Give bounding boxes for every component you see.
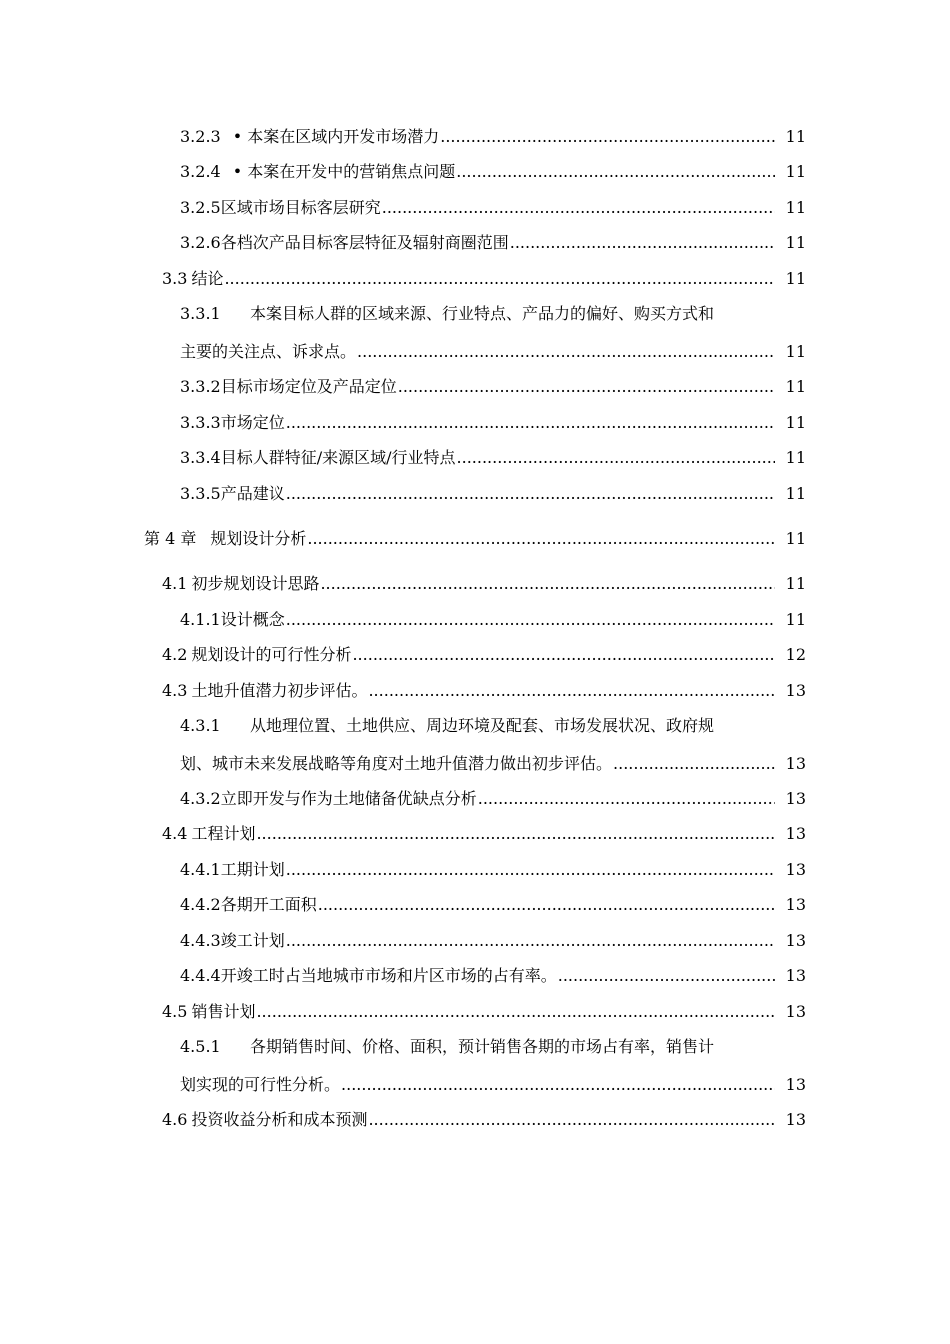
toc-title: 各期销售时间、价格、面积，预计销售各期的市场占有率，销售计 [250,1037,715,1056]
toc-number: 4.5.1 [180,1037,221,1056]
toc-title: 区域市场目标客层研究 [220,198,381,217]
toc-entry-4-3[interactable] [0,678,950,704]
toc-entry-3-2-3[interactable] [0,124,950,150]
toc-entry-3-2-6[interactable] [0,230,950,256]
toc-chapter-number: 第 4 章 [144,529,197,548]
toc-entry-4-1[interactable] [0,571,950,597]
toc-leader [224,266,775,292]
toc-leader [307,526,775,552]
toc-entry-3-3-1[interactable] [0,301,950,327]
toc-title: 目标市场定位及产品定位 [220,377,397,396]
toc-page-number: 11 [785,342,806,361]
toc-entry-4-4-3[interactable] [0,928,950,954]
toc-page-number: 11 [785,233,806,252]
toc-title: 工程计划 [191,824,256,843]
toc-number: 3.2.3 [180,127,221,146]
toc-page-number: 11 [785,377,806,396]
toc-number: 4.2 [162,645,188,664]
toc-entry-4-4-4[interactable] [0,963,950,989]
toc-leader [613,751,775,777]
toc-number: 3.3 [162,269,188,288]
toc-leader [457,445,775,471]
toc-title: • 本案在区域内开发市场潜力 [232,127,440,146]
toc-entry-3-3-1-cont[interactable] [0,339,950,365]
toc-title: 工期计划 [220,860,285,879]
toc-leader [318,892,775,918]
toc-number: 4.4.3 [180,931,221,950]
toc-title: 竣工计划 [220,931,285,950]
toc-title: 初步规划设计思路 [191,574,320,593]
toc-entry-4-1-1[interactable] [0,607,950,633]
toc-page-number: 13 [785,895,806,914]
toc-entry-4-3-1-cont[interactable] [0,751,950,777]
toc-number: 3.2.4 [180,162,221,181]
toc-leader [352,642,775,668]
toc-number: 4.4.4 [180,966,221,985]
toc-entry-4-5-1[interactable] [0,1034,950,1060]
toc-page-number: 13 [785,1110,806,1129]
toc-entry-4-5-1-cont[interactable] [0,1072,950,1098]
toc-leader [478,786,775,812]
toc-leader [286,928,775,954]
toc-page-number: 11 [785,484,806,503]
toc-page-number: 13 [785,681,806,700]
toc-number: 4.4.2 [180,895,221,914]
toc-page-number: 11 [785,269,806,288]
toc-title: 从地理位置、土地供应、周边环境及配套、市场发展状况、政府规 [250,716,715,735]
toc-page-number: 11 [785,127,806,146]
toc-title: 销售计划 [191,1002,256,1021]
toc-title: 目标人群特征/来源区域/行业特点 [220,448,456,467]
toc-number: 4.3.1 [180,716,221,735]
toc-leader [286,857,775,883]
toc-leader [256,999,775,1025]
toc-number: 4.4.1 [180,860,221,879]
toc-number: 3.3.4 [180,448,221,467]
toc-title: 开竣工时占当地城市市场和片区市场的占有率。 [220,966,557,985]
toc-page-number: 11 [785,610,806,629]
toc-title: 本案目标人群的区域来源、行业特点、产品力的偏好、购买方式和 [250,304,715,323]
toc-title: 设计概念 [220,610,285,629]
toc-title-continued: 划实现的可行性分析。 [180,1075,341,1094]
toc-page-number: 13 [785,860,806,879]
toc-entry-4-5[interactable] [0,999,950,1025]
toc-leader [510,230,775,256]
toc-leader [286,410,775,436]
toc-entry-4-3-2[interactable] [0,786,950,812]
toc-entry-4-4-1[interactable] [0,857,950,883]
toc-page-number: 12 [785,645,806,664]
toc-page-number: 13 [785,1002,806,1021]
toc-title: 结论 [191,269,224,288]
toc-entry-3-2-5[interactable] [0,195,950,221]
toc-title: 各档次产品目标客层特征及辐射商圈范围 [220,233,509,252]
toc-leader [558,963,775,989]
toc-page-number: 13 [785,966,806,985]
toc-leader [320,571,775,597]
toc-number: 4.1.1 [180,610,221,629]
toc-leader [440,124,775,150]
toc-page-number: 11 [785,448,806,467]
toc-title: 规划设计的可行性分析 [191,645,352,664]
toc-entry-3-3[interactable] [0,266,950,292]
toc-title: • 本案在开发中的营销焦点问题 [232,162,456,181]
toc-number: 3.2.5 [180,198,221,217]
toc-leader [398,374,775,400]
toc-leader [256,821,775,847]
toc-title: 市场定位 [220,413,285,432]
toc-number: 4.5 [162,1002,188,1021]
toc-page-number: 11 [785,574,806,593]
toc-leader [286,481,775,507]
toc-entry-chapter-4[interactable] [0,526,950,552]
toc-title: 投资收益分析和成本预测 [191,1110,368,1129]
toc-entry-4-4-2[interactable] [0,892,950,918]
toc-number: 4.3.2 [180,789,221,808]
toc-page-number: 11 [785,198,806,217]
toc-title-continued: 主要的关注点、诉求点。 [180,342,357,361]
toc-page-number: 13 [785,1075,806,1094]
toc-title: 产品建议 [220,484,285,503]
toc-leader [357,339,775,365]
toc-page-number: 13 [785,789,806,808]
toc-page-number: 13 [785,931,806,950]
toc-leader [286,607,775,633]
toc-entry-3-3-5[interactable] [0,481,950,507]
toc-page-number: 11 [785,162,806,181]
toc-leader [456,159,775,185]
toc-title: 立即开发与作为土地储备优缺点分析 [220,789,477,808]
toc-leader [341,1072,775,1098]
toc-page-number: 11 [785,529,806,548]
toc-number: 4.4 [162,824,188,843]
toc-number: 4.6 [162,1110,188,1129]
toc-leader [382,195,775,221]
toc-number: 3.3.1 [180,304,221,323]
toc-page-number: 13 [785,824,806,843]
toc-leader [368,1107,775,1133]
toc-entry-3-2-4[interactable] [0,159,950,185]
toc-leader [368,678,775,704]
toc-entry-3-3-3[interactable] [0,410,950,436]
toc-number: 3.3.2 [180,377,221,396]
toc-entry-3-3-4[interactable] [0,445,950,471]
toc-number: 4.3 [162,681,188,700]
toc-title: 规划设计分析 [210,529,307,548]
toc-page-number: 11 [785,413,806,432]
toc-page-number: 13 [785,754,806,773]
toc-title: 土地升值潜力初步评估。 [191,681,368,700]
toc-number: 3.2.6 [180,233,221,252]
toc-entry-4-2[interactable] [0,642,950,668]
toc-entry-3-3-2[interactable] [0,374,950,400]
toc-number: 3.3.5 [180,484,221,503]
toc-entry-4-4[interactable] [0,821,950,847]
toc-entry-4-6[interactable] [0,1107,950,1133]
toc-number: 3.3.3 [180,413,221,432]
toc-title-continued: 划、城市未来发展战略等角度对土地升值潜力做出初步评估。 [180,754,613,773]
toc-title: 各期开工面积 [220,895,317,914]
toc-number: 4.1 [162,574,188,593]
toc-entry-4-3-1[interactable] [0,713,950,739]
